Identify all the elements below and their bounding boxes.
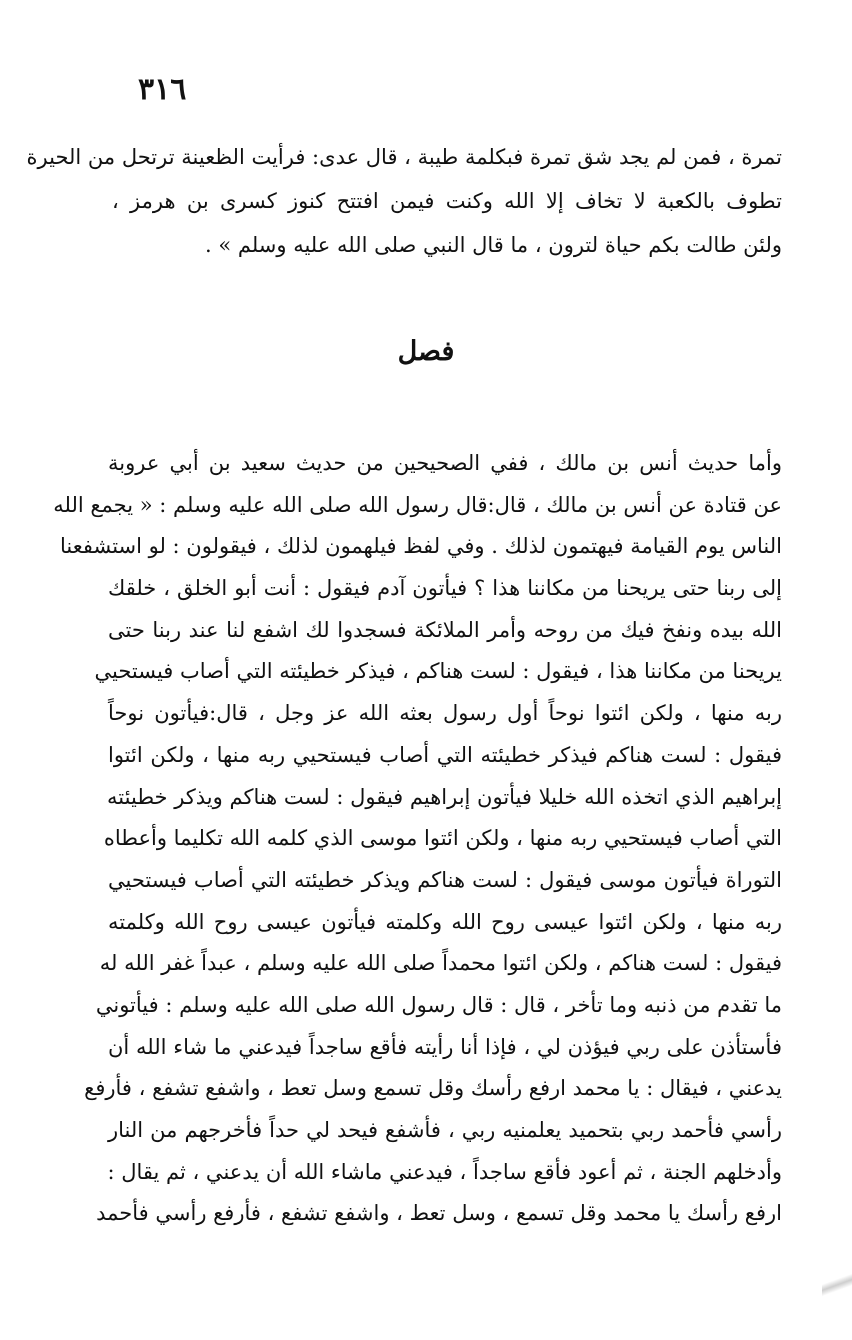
text-line: إلى ربنا حتى يريحنا من مكاننا هذا ؟ فيأتون آدم فيقول : أنت أبو الخلق ، خلقك [108,576,782,601]
text-line: التي أصاب فيستحيي ربه منها ، ولكن ائتوا موسى الذي كلمه الله تكليما وأعطاه [103,826,782,851]
text-line: ربه منها ، ولكن ائتوا نوحاً أول رسول بعثه الله عز وجل ، قال:فيأتون نوحاً [108,701,782,726]
text-line: ربه منها ، ولكن ائتوا عيسى روح الله وكلمته فيأتون عيسى روح الله وكلمته [108,909,782,934]
text-line: الناس يوم القيامة فيهتمون لذلك . وفي لفظ فيلهمون لذلك ، فيقولون : لو استشفعنا [59,534,782,559]
text-line: يريحنا من مكاننا هذا ، فيقول : لست هناكم ، فيذكر خطيئته التي أصاب فيستحيي [94,659,782,684]
page-number: ٣١٦ [138,72,187,107]
text-line: عن قتادة عن أنس بن مالك ، قال:قال رسول الله صلى الله عليه وسلم : « يجمع الله [53,492,782,517]
text-line: إبراهيم الذي اتخذه الله خليلا فيأتون إبراهيم فيقول : لست هناكم ويذكر خطيئته [107,784,782,809]
text-line: فيقول : لست هناكم فيذكر خطيئته التي أصاب فيستحيي ربه منها ، ولكن ائتوا [108,742,782,767]
text-line: الله بيده ونفخ فيك من روحه وأمر الملائكة فسجدوا لك اشفع لنا عند ربنا حتى [108,617,782,642]
text-line: رأسي فأحمد ربي بتحميد يعلمنيه ربي ، فأشفع فيحد لي حداً فأخرجهم من النار [108,1118,782,1142]
text-line: فيقول : لست هناكم ، ولكن ائتوا محمداً صلى الله عليه وسلم ، عبداً غفر الله له [99,951,782,976]
text-line: التوراة فيأتون موسى فيقول : لست هناكم ويذكر خطيئته التي أصاب فيستحيي [108,867,782,892]
section-heading: فصل [397,336,455,367]
text-line: ما تقدم من ذنبه وما تأخر ، قال : قال رسول الله صلى الله عليه وسلم : فيأتوني [95,992,782,1017]
text-line: فأستأذن على ربي فيؤذن لي ، فإذا أنا رأيته فأقع ساجداً فيدعني ما شاء الله أن [108,1034,782,1059]
text-line: ولئن طالت بكم حياة لترون ، ما قال النبي صلى الله عليه وسلم » . [205,233,782,257]
text-line: يدعني ، فيقال : يا محمد ارفع رأسك وقل تسمع وسل تعط ، واشفع تشفع ، فأرفع [84,1076,782,1101]
body-paragraph [53,443,782,1235]
text-line: تطوف بالكعبة لا تخاف إلا الله وكنت فيمن افتتح كنوز كسرى بن هرمز ، [112,189,782,213]
text-line: تمرة ، فمن لم يجد شق تمرة فبكلمة طيبة ، قال عدى: فرأيت الظعينة ترتحل من الحيرة [26,145,782,169]
text-line: وأدخلهم الجنة ، ثم أعود فأقع ساجداً ، فيدعني ماشاء الله أن يدعني ، ثم يقال : [107,1159,782,1184]
page-edge-shadow [822,1230,852,1340]
intro-paragraph [26,135,782,267]
text-line: وأما حديث أنس بن مالك ، ففي الصحيحين من حديث سعيد بن أبي عروبة [108,451,782,475]
text-line: ارفع رأسك يا محمد وقل تسمع ، وسل تعط ، واشفع تشفع ، فأرفع رأسي فأحمد [96,1201,782,1226]
